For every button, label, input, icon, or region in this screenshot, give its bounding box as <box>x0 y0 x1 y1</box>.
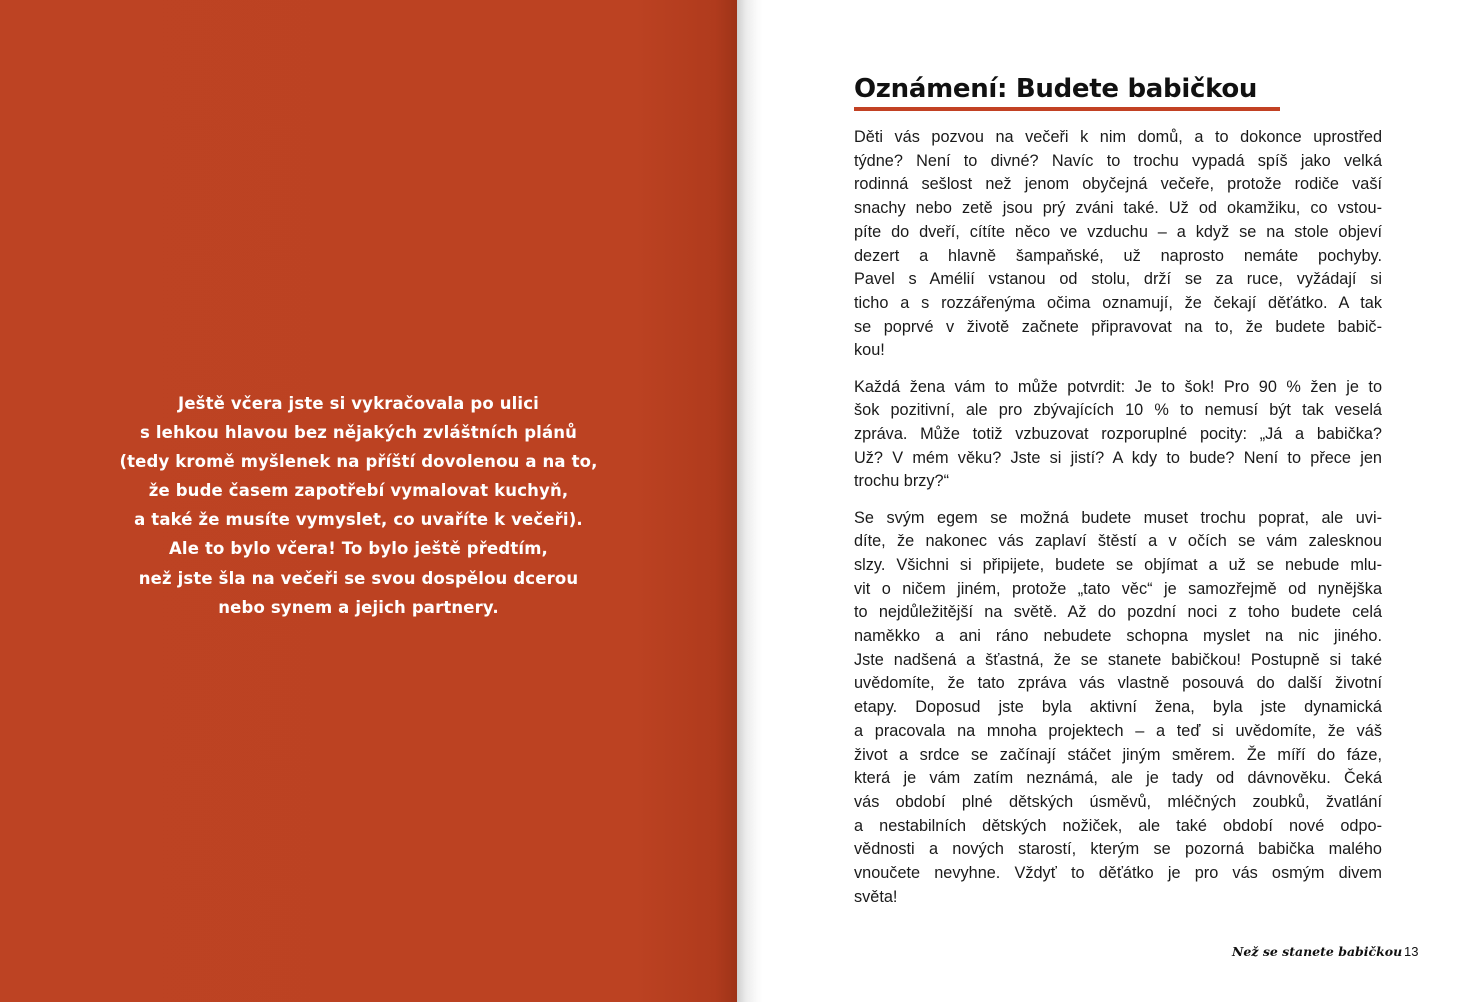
text-line: rodinná sešlost než jenom obyčejná večeře, protože rodiče vaší <box>854 175 1382 194</box>
text-line: Už? V mém věku? Jste si jistí? A kdy to bude? Není to přece jen <box>854 448 1382 467</box>
text-line: světa! <box>854 887 898 906</box>
text-line: vědnosti a nových starostí, kterým se pozorná babička malého <box>854 840 1382 859</box>
page-number: 13 <box>1404 944 1419 959</box>
text-line: uvědomíte, že tato zpráva vás vlastně posouvá do další životní <box>854 674 1382 693</box>
paragraph-2 <box>854 376 1382 495</box>
text-line: která je vám zatím neznámá, ale je tady od dávnověku. Čeká <box>854 769 1382 788</box>
text-line: to nejdůležitější na světě. Až do pozdní noci z toho budete celá <box>854 603 1382 622</box>
text-line: Děti vás pozvou na večeři k nim domů, a to dokonce uprostřed <box>854 128 1382 146</box>
text-line: naměkko a ani ráno nebudete schopna myslet na nic jiného. <box>854 627 1382 646</box>
text-line: píte do dveří, cítíte něco ve vzduchu – a když se na stole objeví <box>854 222 1382 241</box>
text-line: Jste nadšená a šťastná, že se stanete babičkou! Postupně si také <box>854 650 1382 669</box>
intro-quote <box>60 389 657 622</box>
text-line: vit o ničem jiném, protože „tato věc“ je samozřejmě od nynějška <box>854 579 1382 598</box>
heading-underline <box>854 107 1280 111</box>
left-page <box>0 0 737 1002</box>
chapter-heading: Oznámení: Budete babičkou <box>854 74 1258 104</box>
paragraph-1 <box>854 126 1382 363</box>
text-line: zpráva. Může totiž vzbuzovat rozporuplné pocity: „Já a babička? <box>854 424 1382 443</box>
text-line: etapy. Doposud jste byla aktivní žena, byla jste dynamická <box>854 698 1382 717</box>
text-line: Každá žena vám to může potvrdit: Je to šok! Pro 90 % žen je to <box>854 377 1382 396</box>
text-line: vnoučete nevyhne. Vždyť to děťátko je pro vás osmým divem <box>854 864 1382 883</box>
quote-line: Ale to bylo včera! To bylo ještě předtím, <box>169 539 548 559</box>
text-line: díte, že nakonec vás zaplaví štěstí a v očích se vám zalesknou <box>854 532 1382 551</box>
text-line: šok pozitivní, ale pro zbývajících 10 % to nemusí být tak veselá <box>854 401 1382 420</box>
quote-line: že bude časem zapotřebí vymalovat kuchyň, <box>148 481 569 501</box>
text-line: a pracovala na mnoha projektech – a teď si uvědomíte, že váš <box>854 721 1382 740</box>
text-line: a nestabilních dětských nožiček, ale také období nové odpo- <box>854 816 1382 835</box>
quote-line: s lehkou hlavou bez nějakých zvláštních plánů <box>139 423 578 443</box>
paragraph-3 <box>854 507 1382 910</box>
text-line: slzy. Všichni si připijete, budete se objímat a už se nebude mlu- <box>854 555 1382 574</box>
quote-line: (tedy kromě myšlenek na příští dovolenou a na to, <box>119 452 598 472</box>
quote-line: a také že musíte vymyslet, co uvaříte k večeři). <box>134 510 583 530</box>
text-line: ticho a s rozzářenýma očima oznamují, že čekají děťátko. A tak <box>854 293 1382 312</box>
text-line: snachy nebo zetě jsou prý zváni také. Už od okamžiku, co vstou- <box>854 199 1382 218</box>
body-text <box>854 126 1382 922</box>
text-line: vás období plné dětských úsměvů, mléčných zoubků, žvatlání <box>854 792 1382 811</box>
book-gutter <box>737 0 763 1002</box>
text-line: dezert a hlavně šampaňské, už naprosto nemáte pochyby. <box>854 246 1382 265</box>
text-line: kou! <box>854 341 885 360</box>
text-line: Se svým egem se možná budete muset trochu poprat, ale uvi- <box>854 508 1382 527</box>
text-line: týdne? Není to divné? Navíc to trochu vypadá spíš jako velká <box>854 151 1382 170</box>
text-line: Pavel s Amélií vstanou od stolu, drží se za ruce, vyžádají si <box>854 270 1382 289</box>
quote-line: nebo synem a jejich partnery. <box>218 597 499 617</box>
text-line: se poprvé v životě začnete připravovat na to, že budete babič- <box>854 317 1382 336</box>
quote-line: než jste šla na večeři se svou dospělou dcerou <box>138 568 579 588</box>
text-line: život a srdce se začínají stáčet jiným směrem. Že míří do fáze, <box>854 745 1382 764</box>
running-footer-title: Než se stanete babičkou <box>1232 944 1403 959</box>
right-page <box>763 0 1476 1002</box>
quote-line: Ještě včera jste si vykračovala po ulici <box>178 394 539 413</box>
text-line: trochu brzy?“ <box>854 472 950 491</box>
